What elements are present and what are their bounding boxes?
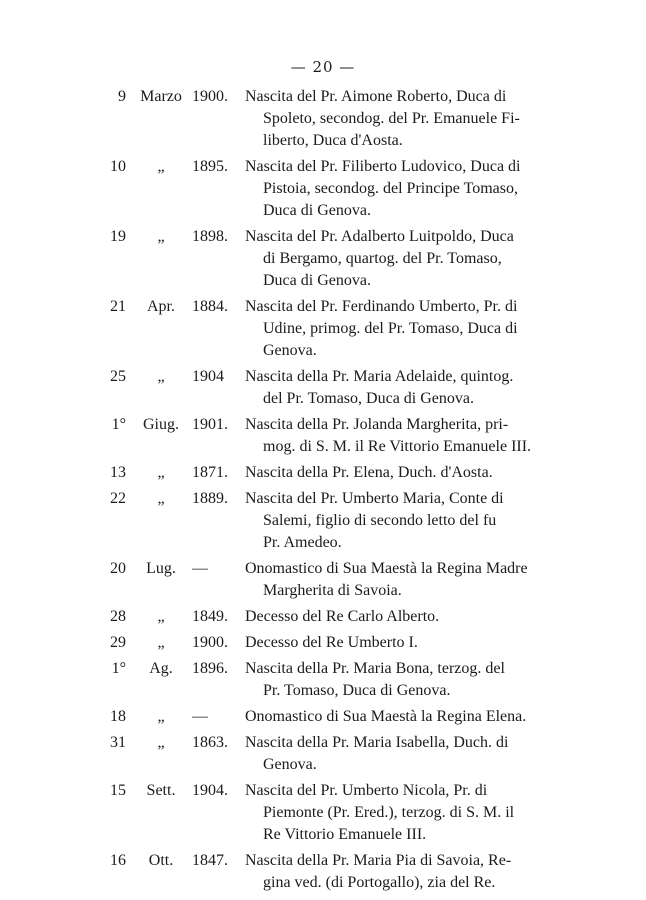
entry-day: 18 bbox=[110, 708, 126, 725]
entry-text-line: Piemonte (Pr. Ered.), terzog. di S. M. il bbox=[263, 804, 515, 821]
calendar-entry bbox=[0, 296, 646, 362]
entry-month: Marzo bbox=[140, 88, 182, 105]
entry-month: „ bbox=[157, 708, 165, 725]
entry-year: 1901. bbox=[192, 416, 228, 433]
entry-text-line: Nascita del Pr. Umberto Nicola, Pr. di bbox=[245, 782, 488, 799]
entry-month: „ bbox=[157, 228, 165, 245]
entry-day: 10 bbox=[110, 158, 126, 175]
entry-text-line: Re Vittorio Emanuele III. bbox=[263, 826, 427, 843]
entry-day: 1° bbox=[111, 416, 126, 433]
calendar-entry bbox=[0, 414, 646, 458]
entry-month: „ bbox=[157, 734, 165, 751]
calendar-entries bbox=[0, 86, 646, 898]
entry-text bbox=[245, 488, 597, 554]
calendar-entry bbox=[0, 558, 646, 602]
calendar-entry bbox=[0, 658, 646, 702]
entry-day: 1° bbox=[111, 660, 126, 677]
entry-text-line: Salemi, figlio di secondo letto del fu bbox=[263, 512, 497, 529]
entry-year: — bbox=[192, 560, 208, 577]
entry-month: „ bbox=[157, 634, 165, 651]
entry-text-line: Margherita di Savoia. bbox=[263, 582, 402, 599]
entry-text-line: del Pr. Tomaso, Duca di Genova. bbox=[263, 390, 474, 407]
entry-text-line: Genova. bbox=[263, 756, 317, 773]
entry-text-line: Nascita della Pr. Maria Adelaide, quintog. bbox=[245, 368, 514, 385]
calendar-entry bbox=[0, 732, 646, 776]
entry-text-line: Decesso del Re Carlo Alberto. bbox=[245, 608, 440, 625]
entry-text-line: Udine, primog. del Pr. Tomaso, Duca di bbox=[263, 320, 518, 337]
calendar-entry bbox=[0, 226, 646, 292]
entry-text-line: Genova. bbox=[263, 342, 317, 359]
entry-text bbox=[245, 632, 597, 654]
entry-text bbox=[245, 732, 597, 776]
entry-text-line: Pr. Tomaso, Duca di Genova. bbox=[263, 682, 451, 699]
calendar-entry bbox=[0, 366, 646, 410]
entry-text-line: Duca di Genova. bbox=[263, 202, 371, 219]
entry-text-line: Nascita del Pr. Ferdinando Umberto, Pr. di bbox=[245, 298, 518, 315]
entry-year: 1847. bbox=[192, 852, 228, 869]
entry-year: 1871. bbox=[192, 464, 228, 481]
entry-day: 31 bbox=[110, 734, 126, 751]
entry-text-line: Nascita della Pr. Maria Bona, terzog. del bbox=[245, 660, 505, 677]
calendar-entry bbox=[0, 86, 646, 152]
entry-text-line: Nascita del Pr. Filiberto Ludovico, Duca di bbox=[245, 158, 521, 175]
entry-text-line: di Bergamo, quartog. del Pr. Tomaso, bbox=[263, 250, 502, 267]
entry-spacer bbox=[0, 894, 646, 898]
entry-year: 1889. bbox=[192, 490, 228, 507]
entry-text-line: Nascita della Pr. Elena, Duch. d'Aosta. bbox=[245, 464, 493, 481]
entry-text bbox=[245, 850, 597, 894]
entry-day: 13 bbox=[110, 464, 126, 481]
entry-text-line: Decesso del Re Umberto I. bbox=[245, 634, 418, 651]
entry-day: 9 bbox=[118, 88, 126, 105]
entry-year: 1900. bbox=[192, 88, 228, 105]
entry-text-line: mog. di S. M. il Re Vittorio Emanuele III. bbox=[263, 438, 532, 455]
entry-year: 1884. bbox=[192, 298, 228, 315]
entry-text bbox=[245, 414, 597, 458]
entry-month: Ott. bbox=[148, 852, 174, 869]
entry-text-line: Nascita della Pr. Jolanda Margherita, pri- bbox=[245, 416, 509, 433]
entry-text-line: liberto, Duca d'Aosta. bbox=[263, 132, 403, 149]
entry-year: 1898. bbox=[192, 228, 228, 245]
entry-day: 22 bbox=[110, 490, 126, 507]
entry-text bbox=[245, 658, 597, 702]
entry-month: „ bbox=[157, 464, 165, 481]
entry-month: Sett. bbox=[146, 782, 176, 799]
entry-day: 16 bbox=[110, 852, 126, 869]
entry-day: 20 bbox=[110, 560, 126, 577]
calendar-entry bbox=[0, 488, 646, 554]
entry-text bbox=[245, 558, 597, 602]
entry-text bbox=[245, 156, 597, 222]
entry-month: „ bbox=[157, 608, 165, 625]
entry-year: 1896. bbox=[192, 660, 228, 677]
entry-text bbox=[245, 462, 597, 484]
entry-text-line: gina ved. (di Portogallo), zia del Re. bbox=[263, 874, 496, 891]
entry-text-line: Nascita della Pr. Maria Pia di Savoia, Re- bbox=[245, 852, 512, 869]
entry-text-line: Pr. Amedeo. bbox=[263, 534, 342, 551]
calendar-entry bbox=[0, 606, 646, 628]
entry-text-line: Onomastico di Sua Maestà la Regina Elena. bbox=[245, 708, 527, 725]
entry-day: 21 bbox=[110, 298, 126, 315]
entry-text bbox=[245, 366, 597, 410]
entry-text bbox=[245, 780, 597, 846]
calendar-entry bbox=[0, 706, 646, 728]
entry-text bbox=[245, 226, 597, 292]
entry-month: Apr. bbox=[147, 298, 175, 315]
entry-day: 15 bbox=[110, 782, 126, 799]
calendar-entry bbox=[0, 850, 646, 894]
entry-year: 1849. bbox=[192, 608, 228, 625]
entry-month: „ bbox=[157, 490, 165, 507]
entry-text-line: Spoleto, secondog. del Pr. Emanuele Fi- bbox=[263, 110, 520, 127]
page-number: — 20 — bbox=[290, 58, 356, 76]
entry-month: Lug. bbox=[146, 560, 176, 577]
entry-day: 25 bbox=[110, 368, 126, 385]
entry-year: — bbox=[192, 708, 208, 725]
entry-day: 19 bbox=[110, 228, 126, 245]
entry-year: 1863. bbox=[192, 734, 228, 751]
entry-text-line: Nascita della Pr. Maria Isabella, Duch. di bbox=[245, 734, 509, 751]
entry-text-line: Onomastico di Sua Maestà la Regina Madre bbox=[245, 560, 528, 577]
entry-text bbox=[245, 706, 597, 728]
entry-text bbox=[245, 86, 597, 152]
entry-year: 1900. bbox=[192, 634, 228, 651]
entry-year: 1895. bbox=[192, 158, 228, 175]
entry-month: Giug. bbox=[143, 416, 179, 433]
entry-month: „ bbox=[157, 368, 165, 385]
calendar-entry bbox=[0, 156, 646, 222]
entry-text bbox=[245, 606, 597, 628]
entry-text-line: Duca di Genova. bbox=[263, 272, 371, 289]
calendar-entry bbox=[0, 780, 646, 846]
entry-text bbox=[245, 296, 597, 362]
entry-year: 1904. bbox=[192, 782, 228, 799]
entry-text-line: Nascita del Pr. Aimone Roberto, Duca di bbox=[245, 88, 507, 105]
entry-day: 29 bbox=[110, 634, 126, 651]
calendar-entry bbox=[0, 462, 646, 484]
entry-text-line: Nascita del Pr. Umberto Maria, Conte di bbox=[245, 490, 504, 507]
calendar-entry bbox=[0, 632, 646, 654]
entry-text-line: Nascita del Pr. Adalberto Luitpoldo, Duca bbox=[245, 228, 514, 245]
entry-text-line: Pistoia, secondog. del Principe Tomaso, bbox=[263, 180, 518, 197]
entry-year: 1904 bbox=[192, 368, 224, 385]
entry-month: „ bbox=[157, 158, 165, 175]
entry-month: Ag. bbox=[149, 660, 173, 677]
entry-day: 28 bbox=[110, 608, 126, 625]
